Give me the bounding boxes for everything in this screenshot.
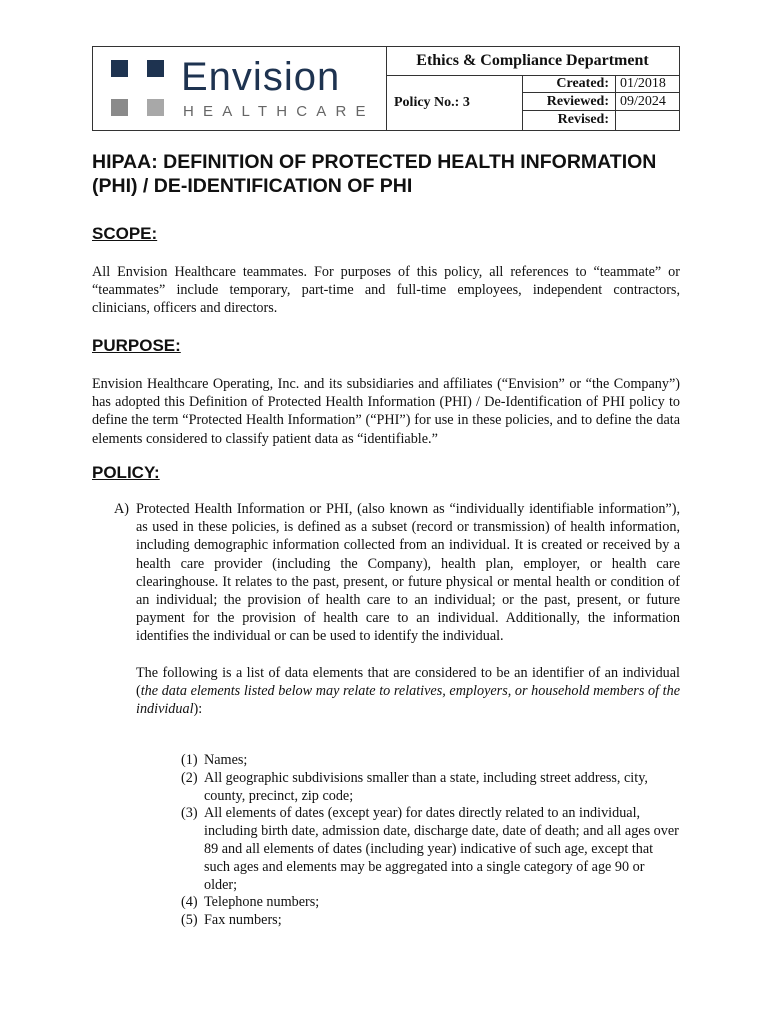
identifiers-intro-text: The following is a list of data elements that are considered to be an identifier of an individual ( xyxy=(136,664,680,699)
identifiers-list xyxy=(181,752,681,930)
policy-item-a-text: Protected Health Information or PHI, (also known as “individually identifiable information”), as used in these policies, is defined as a subset (record or transmission) of health information, including demographic information collected from an individual. It is created or received by a health care provider (including the Company), health plan, employer, or health care clearinghouse. It relates to the past, present, or future physical or mental health or condition of an individual; the provision of health care to an individual; or the past, present, or future payment for the provision of health care to an individual. Additionally, the information identifies the individual or can be used to identify the individual. xyxy=(136,501,680,645)
logo-subtitle: HEALTHCARE xyxy=(183,103,375,120)
list-item-text: Telephone numbers; xyxy=(204,894,320,911)
created-value: 01/2018 xyxy=(620,76,666,91)
list-item xyxy=(181,805,681,894)
list-item xyxy=(181,770,681,806)
identifiers-intro xyxy=(136,664,680,719)
envision-logo xyxy=(93,47,387,130)
logo-square-navy-1 xyxy=(111,60,128,77)
logo-square-navy-2 xyxy=(147,60,164,77)
list-item xyxy=(181,912,681,930)
policy-item-a-marker: A) xyxy=(114,501,129,517)
list-item-text: All elements of dates (except year) for dates directly related to an individual, including birth date, admission date, discharge date, date of death; and all ages over 89 and all elements of dates (including year) indicative of such age, except that such ages and elements may be aggregated into a single category of age 90 or older; xyxy=(204,805,679,893)
list-item-text: Names; xyxy=(204,752,248,768)
reviewed-row xyxy=(523,93,679,111)
scope-text: All Envision Healthcare teammates. For purposes of this policy, all references to “teammate” or “teammates” include temporary, part-time and full-time employees, independent contractors, clinicians, officers and directors. xyxy=(92,264,680,317)
created-row xyxy=(523,75,679,93)
list-item-number: (1) xyxy=(181,752,198,768)
created-label: Created: xyxy=(523,75,616,92)
policy-title-line-1: HIPAA: DEFINITION OF PROTECTED HEALTH INFORMATION xyxy=(92,151,657,173)
logo-square-gray-1 xyxy=(111,99,128,116)
list-item-number: (3) xyxy=(181,805,198,822)
list-item-text: Fax numbers; xyxy=(204,912,282,929)
policy-dates xyxy=(523,75,679,130)
identifiers-intro-close: ): xyxy=(193,701,203,718)
identifiers-intro-note: the data elements listed below may relate to relatives, employers, or household members of the individual xyxy=(136,682,680,718)
list-item xyxy=(181,752,681,770)
department-name: Ethics & Compliance Department xyxy=(386,47,679,76)
revised-row xyxy=(523,111,679,130)
list-item-number: (5) xyxy=(181,912,198,929)
scope-heading: SCOPE: xyxy=(92,224,158,243)
logo-square-gray-2 xyxy=(147,99,164,116)
purpose-text: Envision Healthcare Operating, Inc. and its subsidiaries and affiliates (“Envision” or “the Company”) has adopted this Definition of Protected Health Information (PHI) / De-Identification of PHI policy to define the term “Protected Health Information” (“PHI”) for use in these policies, and to define the data elements considered to classify patient data as “identifiable.” xyxy=(92,376,680,447)
list-item-number: (4) xyxy=(181,894,198,911)
policy-title-line-2: (PHI) / DE-IDENTIFICATION OF PHI xyxy=(92,175,413,197)
reviewed-label: Reviewed: xyxy=(523,93,616,110)
revised-label: Revised: xyxy=(523,111,616,130)
list-item xyxy=(181,894,681,912)
list-item-number: (2) xyxy=(181,769,198,786)
policy-item-a xyxy=(92,500,680,718)
list-item-text: All geographic subdivisions smaller than a state, including street address, city, county, precinct, zip code; xyxy=(204,769,648,804)
policy-heading: POLICY: xyxy=(92,463,160,482)
purpose-heading: PURPOSE: xyxy=(92,336,181,355)
reviewed-value: 09/2024 xyxy=(620,94,666,109)
policy-header-box xyxy=(92,46,680,131)
policy-number: Policy No.: 3 xyxy=(386,75,523,130)
policy-title xyxy=(92,150,692,198)
logo-wordmark: Envision xyxy=(181,55,341,99)
